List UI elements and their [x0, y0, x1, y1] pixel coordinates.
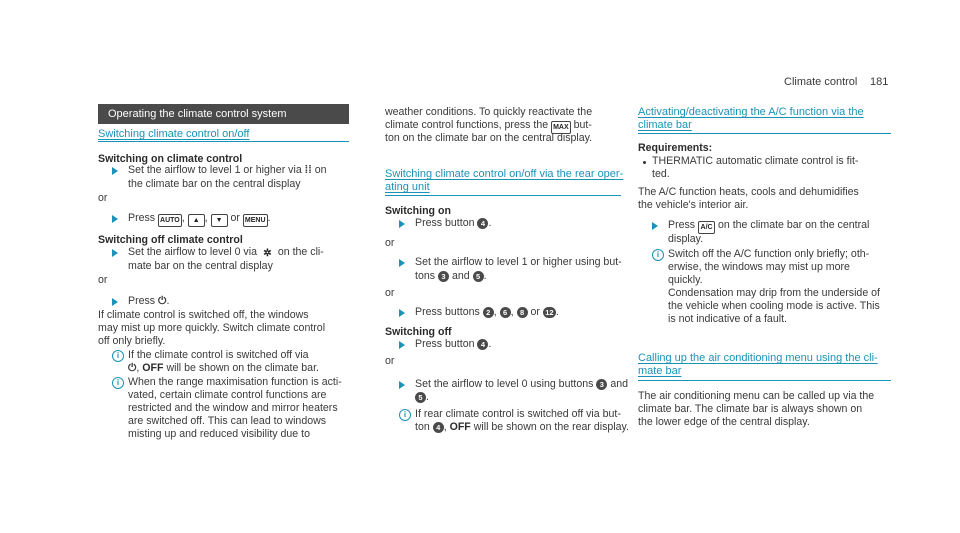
note-line: restricted and the window and mirror heaters — [128, 402, 338, 414]
or-text: or — [385, 355, 395, 367]
paragraph-line: The air conditioning menu can be called up via the — [638, 390, 875, 402]
paragraph-line: may mist up more quickly. Switch climate control — [98, 322, 326, 334]
paragraph-line: If climate control is switched off, the windows — [98, 309, 309, 321]
note-line: If the climate control is switched off via — [128, 349, 309, 361]
step-arrow — [112, 249, 118, 257]
note-line: vated, certain climate control functions are — [128, 389, 327, 401]
step-text — [668, 219, 869, 234]
step-text: the climate bar on the central display — [128, 178, 301, 190]
text: and — [451, 270, 470, 282]
step-text — [128, 212, 270, 227]
text: Press — [128, 212, 156, 224]
or-text: or — [385, 237, 395, 249]
ac-key-icon: A/C — [698, 221, 715, 234]
number-badge: 5 — [415, 392, 426, 403]
text: . — [426, 391, 429, 403]
req-line: THERMATIC automatic climate control is fit- — [652, 155, 859, 167]
note-line: erwise, the windows may mist up more — [668, 261, 850, 273]
or-text: or — [98, 192, 108, 204]
or-text: or — [98, 274, 108, 286]
text: , — [493, 306, 497, 318]
number-badge: 12 — [543, 307, 556, 318]
subheading-ac: Activating/deactivating the A/C function via the — [638, 106, 864, 118]
note-line: are switched off. This can lead to windows — [128, 415, 327, 427]
text: on — [314, 164, 327, 176]
text: , — [510, 306, 514, 318]
note-line: When the range maximisation function is acti- — [128, 376, 342, 388]
note-line — [415, 421, 629, 434]
subheading-menu-2: mate bar — [638, 365, 682, 377]
req-line: ted. — [652, 168, 670, 180]
note-line: Switch off the A/C function only briefly; oth- — [668, 248, 870, 260]
step-text — [415, 217, 491, 230]
on-title: Switching on — [385, 205, 451, 217]
number-badge: 4 — [477, 339, 488, 350]
subheading-menu: Calling up the air conditioning menu using the cli- — [638, 352, 878, 364]
text: or — [530, 306, 540, 318]
note-line: is not indicative of a fault. — [668, 313, 787, 325]
rule — [98, 141, 349, 142]
note-line — [128, 362, 319, 375]
info-icon: i — [112, 350, 124, 362]
paragraph-line: the vehicle's interior air. — [638, 199, 749, 211]
text: tons — [415, 270, 436, 282]
number-badge: 8 — [517, 307, 528, 318]
text: , — [136, 362, 140, 374]
paragraph-line: off only briefly. — [98, 335, 166, 347]
fan-off-icon: ✲ — [263, 248, 272, 259]
step-text — [415, 338, 491, 351]
text: climate control functions, press the — [385, 119, 549, 131]
text: , — [443, 421, 447, 433]
page-number: 181 — [870, 76, 889, 88]
climate-off-icon: ⏻ — [158, 295, 167, 307]
text: on the climate bar on the central — [718, 219, 870, 231]
note-line: the vehicle when cooling mode is active. This — [668, 300, 880, 312]
note-line: misting up and reduced visibility due to — [128, 428, 310, 440]
bullet — [643, 161, 646, 164]
number-badge: 4 — [477, 218, 488, 229]
number-badge: 3 — [438, 271, 449, 282]
text: Set the airflow to level 1 or higher via — [128, 164, 302, 176]
step-arrow — [399, 309, 405, 317]
text: Set the airflow to level 0 via — [128, 246, 257, 258]
text: and — [610, 378, 629, 390]
step-text — [415, 270, 487, 283]
text: on the cli- — [277, 246, 324, 258]
text: or — [230, 212, 240, 224]
step-arrow — [399, 259, 405, 267]
number-badge: 4 — [433, 422, 444, 433]
rule — [638, 380, 891, 381]
text: . — [483, 270, 487, 282]
climate-off-icon: ⏻ — [128, 362, 137, 374]
step-text: Set the airflow to level 1 or higher using but- — [415, 256, 622, 268]
text: ton — [415, 421, 430, 433]
text: Set the airflow to level 0 using buttons — [415, 378, 594, 390]
text: Press — [668, 219, 696, 231]
section-header — [98, 104, 349, 124]
text: Press — [128, 295, 156, 307]
info-icon: i — [652, 249, 664, 261]
text: will be shown on the rear display. — [473, 421, 629, 433]
number-badge: 5 — [473, 271, 484, 282]
running-title: Climate control — [784, 76, 858, 88]
note-line: Condensation may drip from the underside of — [668, 287, 880, 299]
menu-key-icon: MENU — [243, 214, 268, 227]
up-key-icon: ▲ — [188, 214, 205, 227]
text: Press buttons — [415, 306, 480, 318]
text: . — [488, 338, 492, 350]
paragraph-line: The A/C function heats, cools and dehumidifies — [638, 186, 859, 198]
number-badge: 6 — [500, 307, 511, 318]
rule — [385, 195, 621, 196]
step-text — [128, 164, 326, 177]
text: . — [555, 306, 559, 318]
text: OFF — [449, 421, 471, 433]
requirements-title: Requirements: — [638, 142, 713, 154]
text: . — [267, 212, 271, 224]
or-text: or — [385, 287, 395, 299]
rule — [638, 133, 891, 134]
info-icon: i — [399, 409, 411, 421]
step-text — [128, 295, 169, 308]
off-title: Switching off climate control — [98, 234, 243, 246]
paragraph-line: the lower edge of the central display. — [638, 416, 810, 428]
text: but- — [573, 119, 592, 131]
text: . — [488, 217, 492, 229]
text: Press button — [415, 338, 475, 350]
section-header-label: Operating the climate control system — [108, 108, 287, 120]
step-arrow — [112, 215, 118, 223]
note-line: quickly. — [668, 274, 703, 286]
subheading-switching: Switching climate control on/off — [98, 128, 250, 140]
auto-key-icon: AUTO — [158, 214, 182, 227]
text: , — [204, 212, 208, 224]
text: Press button — [415, 217, 475, 229]
paragraph-line: ton on the climate bar on the central display. — [385, 132, 593, 144]
subheading-rear-2: ating unit — [385, 181, 430, 193]
number-badge: 3 — [596, 379, 607, 390]
subheading-rear: Switching climate control on/off via the rear oper- — [385, 168, 624, 180]
off-title: Switching off — [385, 326, 452, 338]
step-arrow — [399, 381, 405, 389]
airflow-icon: ⁞⁞ — [304, 164, 312, 176]
number-badge: 2 — [483, 307, 494, 318]
subheading-ac-2: climate bar — [638, 119, 692, 131]
text: will be shown on the climate bar. — [166, 362, 319, 374]
text: , — [181, 212, 185, 224]
text: OFF — [142, 362, 164, 374]
step-text: mate bar on the central display — [128, 260, 273, 272]
on-title: Switching on climate control — [98, 153, 243, 165]
step-arrow — [652, 222, 658, 230]
paragraph-line: climate bar. The climate bar is always shown on — [638, 403, 863, 415]
paragraph-line: weather conditions. To quickly reactivate the — [385, 106, 593, 118]
step-text — [128, 246, 324, 259]
down-key-icon: ▼ — [211, 214, 228, 227]
text: . — [166, 295, 170, 307]
step-text: display. — [668, 233, 704, 245]
max-key-icon: MAX — [551, 121, 571, 134]
step-arrow — [399, 220, 405, 228]
info-icon: i — [112, 377, 124, 389]
step-arrow — [399, 341, 405, 349]
step-text — [415, 378, 628, 391]
note-line: If rear climate control is switched off via but- — [415, 408, 621, 420]
step-text — [415, 391, 429, 404]
step-arrow — [112, 298, 118, 306]
step-arrow — [112, 167, 118, 175]
step-text — [415, 306, 559, 319]
